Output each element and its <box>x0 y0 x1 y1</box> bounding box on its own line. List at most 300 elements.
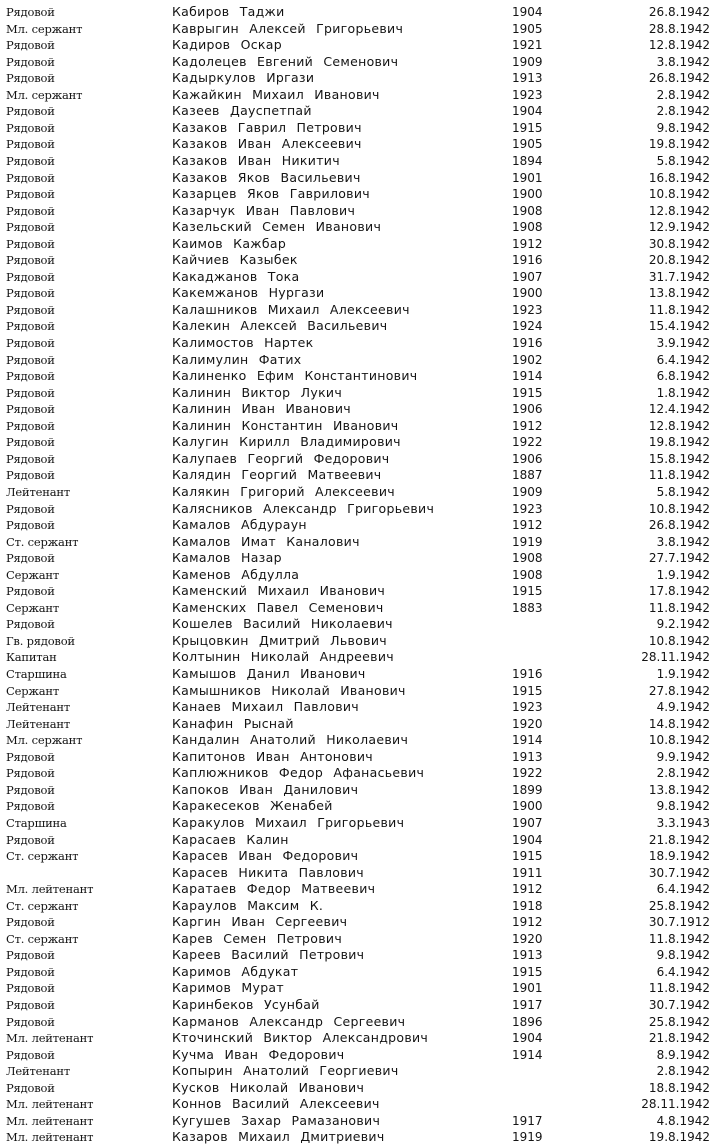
birth-year-cell: 1920 <box>512 716 543 731</box>
list-row <box>0 87 722 104</box>
list-row <box>0 517 722 534</box>
birth-year-cell: 1914 <box>512 733 543 748</box>
death-date-cell: 9.2.1942 <box>656 617 710 632</box>
rank-cell: Рядовой <box>6 451 55 466</box>
rank-cell: Рядовой <box>6 915 55 930</box>
rank-cell: Рядовой <box>6 5 55 19</box>
death-date-cell: 11.8.1942 <box>648 981 710 996</box>
rank-cell: Рядовой <box>6 137 55 152</box>
death-date-cell: 12.4.1942 <box>648 402 710 417</box>
name-cell: Казарцев Яков Гаврилович <box>172 186 370 202</box>
name-cell: Каврыгин Алексей Григорьевич <box>172 20 404 36</box>
list-row <box>0 385 722 402</box>
birth-year-cell: 1912 <box>512 915 543 930</box>
rank-cell: Рядовой <box>6 998 55 1012</box>
birth-year-cell: 1906 <box>512 402 543 417</box>
death-date-cell: 6.4.1942 <box>656 882 710 897</box>
birth-year-cell: 1916 <box>512 253 543 268</box>
rank-cell: Рядовой <box>6 501 55 516</box>
death-date-cell: 12.8.1942 <box>648 418 710 433</box>
rank-cell: Рядовой <box>6 1080 55 1095</box>
rank-cell: Лейтенант <box>6 700 70 715</box>
rank-cell: Рядовой <box>6 170 55 185</box>
rank-cell: Рядовой <box>6 617 55 632</box>
list-row <box>0 815 722 832</box>
birth-year-cell: 1900 <box>512 286 543 301</box>
name-cell: Калимулин Фатих <box>172 351 302 367</box>
list-row <box>0 37 722 54</box>
name-cell: Калинин Виктор Лукич <box>172 384 343 400</box>
list-row <box>0 120 722 137</box>
rank-cell: Рядовой <box>6 71 55 86</box>
rank-cell: Мл. лейтенант <box>6 882 94 897</box>
name-cell: Казарчук Иван Павлович <box>172 202 356 218</box>
list-row <box>0 716 722 733</box>
birth-year-cell: 1915 <box>512 120 543 135</box>
list-row <box>0 914 722 931</box>
rank-cell: Рядовой <box>6 187 55 202</box>
birth-year-cell: 1914 <box>512 369 543 384</box>
rank-cell: Рядовой <box>6 799 55 814</box>
rank-cell: Рядовой <box>6 120 55 135</box>
name-cell: Каракулов Михаил Григорьевич <box>172 814 405 830</box>
rank-cell: Мл. лейтенант <box>6 1113 94 1128</box>
rank-cell: Рядовой <box>6 981 55 996</box>
name-cell: Кабиров Таджи <box>172 4 285 19</box>
rank-cell: Лейтенант <box>6 1064 70 1079</box>
birth-year-cell: 1913 <box>512 71 543 86</box>
rank-cell: Рядовой <box>6 286 55 301</box>
list-row <box>0 600 722 617</box>
death-date-cell: 14.8.1942 <box>648 716 710 731</box>
list-row <box>0 318 722 335</box>
birth-year-cell: 1883 <box>512 600 543 615</box>
rank-cell: Рядовой <box>6 551 55 566</box>
death-date-cell: 18.9.1942 <box>648 849 710 864</box>
rank-cell: Рядовой <box>6 269 55 284</box>
birth-year-cell: 1912 <box>512 518 543 533</box>
list-row <box>0 550 722 567</box>
list-row <box>0 136 722 153</box>
death-date-cell: 30.7.1942 <box>648 998 710 1012</box>
list-row <box>0 964 722 981</box>
death-date-cell: 26.8.1942 <box>648 71 710 86</box>
list-row <box>0 335 722 352</box>
rank-cell: Рядовой <box>6 153 55 168</box>
name-cell: Каменов Абдулла <box>172 566 300 582</box>
rank-cell: Сержант <box>6 683 60 698</box>
name-cell: Капоков Иван Данилович <box>172 781 359 797</box>
birth-year-cell: 1904 <box>512 104 543 119</box>
rank-cell: Рядовой <box>6 236 55 251</box>
name-cell: Каракесеков Женабей <box>172 798 333 814</box>
rank-cell: Рядовой <box>6 584 55 599</box>
birth-year-cell: 1913 <box>512 749 543 764</box>
birth-year-cell: 1904 <box>512 1031 543 1046</box>
rank-cell: Мл. лейтенант <box>6 1031 94 1046</box>
name-cell: Калясников Александр Григорьевич <box>172 500 435 516</box>
list-row <box>0 881 722 898</box>
rank-cell: Рядовой <box>6 302 55 317</box>
death-date-cell: 30.7.1942 <box>648 865 710 880</box>
rank-cell: Рядовой <box>6 418 55 433</box>
name-cell: Калугин Кирилл Владимирович <box>172 434 401 450</box>
death-date-cell: 19.8.1942 <box>648 435 710 450</box>
birth-year-cell: 1920 <box>512 931 543 946</box>
birth-year-cell: 1919 <box>512 1130 543 1145</box>
name-cell: Каримов Абдукат <box>172 963 299 979</box>
rank-cell: Мл. лейтенант <box>6 1130 94 1145</box>
death-date-cell: 26.8.1942 <box>648 5 710 19</box>
name-cell: Кажайкин Михаил Иванович <box>172 86 380 102</box>
birth-year-cell: 1887 <box>512 468 543 483</box>
rank-cell: Гв. рядовой <box>6 633 75 648</box>
death-date-cell: 13.8.1942 <box>648 782 710 797</box>
birth-year-cell: 1913 <box>512 948 543 963</box>
rank-cell: Рядовой <box>6 518 55 533</box>
rank-cell: Рядовой <box>6 104 55 119</box>
rank-cell: Старшина <box>6 815 67 830</box>
name-cell: Камалов Имат Каналович <box>172 533 360 549</box>
rank-cell: Рядовой <box>6 402 55 417</box>
rank-cell: Рядовой <box>6 749 55 764</box>
list-row <box>0 501 722 518</box>
name-cell: Карасев Никита Павлович <box>172 864 364 880</box>
death-date-cell: 11.8.1942 <box>648 468 710 483</box>
birth-year-cell: 1896 <box>512 1014 543 1029</box>
name-cell: Калиненко Ефим Константинович <box>172 368 418 384</box>
list-row <box>0 616 722 633</box>
death-date-cell: 6.4.1942 <box>656 352 710 367</box>
death-date-cell: 10.8.1942 <box>648 733 710 748</box>
birth-year-cell: 1912 <box>512 418 543 433</box>
death-date-cell: 4.9.1942 <box>656 700 710 715</box>
rank-cell: Ст. сержант <box>6 931 79 946</box>
birth-year-cell: 1915 <box>512 385 543 400</box>
birth-year-cell: 1908 <box>512 220 543 235</box>
rank-cell: Рядовой <box>6 385 55 400</box>
name-cell: Карев Семен Петрович <box>172 930 343 946</box>
birth-year-cell: 1908 <box>512 551 543 566</box>
birth-year-cell: 1915 <box>512 849 543 864</box>
list-row <box>0 1113 722 1130</box>
rank-cell: Мл. сержант <box>6 21 83 36</box>
name-cell: Колтынин Николай Андреевич <box>172 649 394 665</box>
death-date-cell: 31.7.1942 <box>648 269 710 284</box>
birth-year-cell: 1915 <box>512 683 543 698</box>
list-row <box>0 70 722 87</box>
name-cell: Крыцовкин Дмитрий Львович <box>172 632 387 648</box>
rank-cell: Рядовой <box>6 964 55 979</box>
name-cell: Кандалин Анатолий Николаевич <box>172 732 409 748</box>
list-row <box>0 1047 722 1064</box>
birth-year-cell: 1912 <box>512 236 543 251</box>
name-cell: Канафин Рыснай <box>172 715 294 731</box>
name-cell: Какемжанов Нургази <box>172 285 325 301</box>
name-cell: Кучма Иван Федорович <box>172 1046 345 1062</box>
list-row <box>0 848 722 865</box>
death-date-cell: 28.8.1942 <box>648 21 710 36</box>
list-row <box>0 980 722 997</box>
list-row <box>0 285 722 302</box>
death-date-cell: 6.8.1942 <box>656 369 710 384</box>
birth-year-cell: 1908 <box>512 203 543 218</box>
list-row <box>0 434 722 451</box>
rank-cell: Мл. сержант <box>6 87 83 102</box>
rank-cell: Рядовой <box>6 948 55 963</box>
list-row <box>0 54 722 71</box>
birth-year-cell: 1923 <box>512 87 543 102</box>
rank-cell: Рядовой <box>6 766 55 781</box>
rank-cell: Рядовой <box>6 435 55 450</box>
death-date-cell: 25.8.1942 <box>648 1014 710 1029</box>
death-date-cell: 2.8.1942 <box>656 87 710 102</box>
name-cell: Калинин Иван Иванович <box>172 401 351 417</box>
death-date-cell: 2.8.1942 <box>656 104 710 119</box>
name-cell: Калимостов Нартек <box>172 335 314 350</box>
name-cell: Канаев Михаил Павлович <box>172 699 359 715</box>
rank-cell: Рядовой <box>6 203 55 218</box>
birth-year-cell: 1923 <box>512 302 543 317</box>
list-row <box>0 219 722 236</box>
rank-cell: Рядовой <box>6 1014 55 1029</box>
list-row <box>0 649 722 666</box>
birth-year-cell: 1900 <box>512 187 543 202</box>
death-date-cell: 12.9.1942 <box>648 220 710 235</box>
death-date-cell: 28.11.1942 <box>641 1097 710 1112</box>
birth-year-cell: 1912 <box>512 882 543 897</box>
name-cell: Каменский Михаил Иванович <box>172 583 386 599</box>
death-date-cell: 15.8.1942 <box>648 451 710 466</box>
birth-year-cell: 1916 <box>512 667 543 681</box>
name-cell: Калекин Алексей Васильевич <box>172 318 388 334</box>
list-row <box>0 451 722 468</box>
name-cell: Каплюжников Федор Афанасьевич <box>172 765 425 781</box>
name-cell: Казельский Семен Иванович <box>172 219 382 235</box>
birth-year-cell: 1915 <box>512 584 543 599</box>
list-row <box>0 865 722 882</box>
death-date-cell: 6.4.1942 <box>656 964 710 979</box>
list-row <box>0 1096 722 1113</box>
death-date-cell: 18.8.1942 <box>648 1080 710 1095</box>
list-row <box>0 153 722 170</box>
list-row <box>0 302 722 319</box>
name-cell: Каратаев Федор Матвеевич <box>172 881 376 897</box>
name-cell: Каримов Мурат <box>172 980 284 996</box>
birth-year-cell: 1915 <box>512 964 543 979</box>
rank-cell: Сержант <box>6 600 60 615</box>
birth-year-cell: 1916 <box>512 336 543 350</box>
rank-cell: Рядовой <box>6 253 55 268</box>
name-cell: Коннов Василий Алексеевич <box>172 1096 380 1112</box>
death-date-cell: 25.8.1942 <box>648 898 710 913</box>
birth-year-cell: 1907 <box>512 815 543 830</box>
rank-cell: Рядовой <box>6 336 55 350</box>
list-row <box>0 732 722 749</box>
birth-year-cell: 1894 <box>512 153 543 168</box>
list-row <box>0 832 722 849</box>
death-date-cell: 21.8.1942 <box>648 1031 710 1046</box>
list-row <box>0 666 722 683</box>
birth-year-cell: 1911 <box>512 865 543 880</box>
death-date-cell: 1.9.1942 <box>656 667 710 681</box>
name-cell: Кусков Николай Иванович <box>172 1079 365 1095</box>
rank-cell: Рядовой <box>6 220 55 235</box>
list-row <box>0 782 722 799</box>
name-cell: Казаров Михаил Дмитриевич <box>172 1129 385 1145</box>
name-cell: Калашников Михаил Алексеевич <box>172 301 410 317</box>
list-row <box>0 170 722 187</box>
death-date-cell: 13.8.1942 <box>648 286 710 301</box>
death-date-cell: 1.8.1942 <box>656 385 710 400</box>
birth-year-cell: 1917 <box>512 998 543 1012</box>
list-row <box>0 1014 722 1031</box>
list-row <box>0 21 722 38</box>
list-row <box>0 401 722 418</box>
name-cell: Каимов Кажбар <box>172 235 287 251</box>
death-date-cell: 2.8.1942 <box>656 1064 710 1079</box>
birth-year-cell: 1919 <box>512 534 543 549</box>
death-date-cell: 11.8.1942 <box>648 302 710 317</box>
name-cell: Казаков Иван Алексеевич <box>172 136 362 152</box>
rank-cell: Сержант <box>6 567 60 582</box>
rank-cell: Рядовой <box>6 782 55 797</box>
name-cell: Кадолецев Евгений Семенович <box>172 53 399 69</box>
birth-year-cell: 1906 <box>512 451 543 466</box>
list-row <box>0 749 722 766</box>
death-date-cell: 20.8.1942 <box>648 253 710 268</box>
death-date-cell: 9.9.1942 <box>656 749 710 764</box>
death-date-cell: 5.8.1942 <box>656 153 710 168</box>
list-row <box>0 1063 722 1080</box>
name-cell: Казаков Иван Никитич <box>172 152 340 168</box>
birth-year-cell: 1924 <box>512 319 543 334</box>
birth-year-cell: 1923 <box>512 501 543 516</box>
birth-year-cell: 1907 <box>512 269 543 284</box>
birth-year-cell: 1909 <box>512 54 543 69</box>
death-date-cell: 10.8.1942 <box>648 633 710 648</box>
name-cell: Каменских Павел Семенович <box>172 599 384 615</box>
list-row <box>0 947 722 964</box>
birth-year-cell: 1917 <box>512 1113 543 1128</box>
rank-cell: Лейтенант <box>6 716 70 731</box>
death-date-cell: 27.7.1942 <box>648 551 710 566</box>
birth-year-cell: 1921 <box>512 38 543 53</box>
death-date-cell: 9.8.1942 <box>656 120 710 135</box>
list-row <box>0 103 722 120</box>
list-row <box>0 467 722 484</box>
list-row <box>0 1030 722 1047</box>
list-row <box>0 4 722 21</box>
birth-year-cell: 1899 <box>512 782 543 797</box>
list-row <box>0 236 722 253</box>
name-cell: Караулов Максим К. <box>172 897 324 913</box>
death-date-cell: 21.8.1942 <box>648 832 710 847</box>
list-row <box>0 765 722 782</box>
birth-year-cell: 1922 <box>512 435 543 450</box>
rank-cell: Капитан <box>6 650 57 665</box>
rank-cell: Рядовой <box>6 352 55 367</box>
death-date-cell: 17.8.1942 <box>648 584 710 599</box>
list-row <box>0 699 722 716</box>
name-cell: Копырин Анатолий Георгиевич <box>172 1063 399 1079</box>
list-row <box>0 186 722 203</box>
list-row <box>0 484 722 501</box>
name-cell: Камалов Абдураун <box>172 517 307 533</box>
death-date-cell: 1.9.1942 <box>656 567 710 582</box>
birth-year-cell: 1902 <box>512 352 543 367</box>
death-date-cell: 30.7.1912 <box>648 915 710 930</box>
birth-year-cell: 1908 <box>512 567 543 582</box>
list-row <box>0 798 722 815</box>
rank-cell: Рядовой <box>6 38 55 53</box>
death-date-cell: 3.3.1943 <box>656 815 710 830</box>
name-cell: Калядин Георгий Матвеевич <box>172 467 382 483</box>
name-cell: Кареев Василий Петрович <box>172 947 365 963</box>
death-date-cell: 4.8.1942 <box>656 1113 710 1128</box>
rank-cell: Рядовой <box>6 319 55 334</box>
death-date-cell: 3.9.1942 <box>656 336 710 350</box>
list-row <box>0 252 722 269</box>
list-row <box>0 931 722 948</box>
list-row <box>0 567 722 584</box>
death-date-cell: 12.8.1942 <box>648 38 710 53</box>
rank-cell: Рядовой <box>6 832 55 847</box>
death-date-cell: 3.8.1942 <box>656 534 710 549</box>
name-cell: Кадиров Оскар <box>172 37 282 53</box>
name-cell: Каринбеков Усунбай <box>172 997 320 1012</box>
name-cell: Калупаев Георгий Федорович <box>172 450 390 466</box>
name-cell: Казеев Дауспетпай <box>172 103 312 119</box>
birth-year-cell: 1918 <box>512 898 543 913</box>
rank-cell: Ст. сержант <box>6 534 79 549</box>
name-cell: Карманов Александр Сергеевич <box>172 1013 406 1029</box>
death-date-cell: 27.8.1942 <box>648 683 710 698</box>
name-cell: Капитонов Иван Антонович <box>172 748 373 764</box>
rank-cell: Рядовой <box>6 54 55 69</box>
name-cell: Камышов Данил Иванович <box>172 666 366 681</box>
list-row <box>0 269 722 286</box>
death-date-cell: 19.8.1942 <box>648 137 710 152</box>
name-cell: Камалов Назар <box>172 550 282 566</box>
list-row <box>0 203 722 220</box>
birth-year-cell: 1922 <box>512 766 543 781</box>
name-cell: Казаков Гаврил Петрович <box>172 119 362 135</box>
list-row <box>0 352 722 369</box>
list-row <box>0 583 722 600</box>
name-cell: Кошелев Василий Николаевич <box>172 616 393 632</box>
name-cell: Камышников Николай Иванович <box>172 682 406 698</box>
list-row <box>0 633 722 650</box>
rank-cell: Рядовой <box>6 468 55 483</box>
death-date-cell: 10.8.1942 <box>648 187 710 202</box>
name-cell: Карасев Иван Федорович <box>172 848 359 864</box>
list-row <box>0 898 722 915</box>
rank-cell: Старшина <box>6 667 67 681</box>
rank-cell: Рядовой <box>6 369 55 384</box>
death-date-cell: 9.8.1942 <box>656 799 710 814</box>
death-date-cell: 11.8.1942 <box>648 600 710 615</box>
birth-year-cell: 1905 <box>512 21 543 36</box>
name-cell: Калинин Константин Иванович <box>172 417 399 433</box>
birth-year-cell: 1923 <box>512 700 543 715</box>
rank-cell: Мл. сержант <box>6 733 83 748</box>
death-date-cell: 15.4.1942 <box>648 319 710 334</box>
rank-cell: Рядовой <box>6 1047 55 1062</box>
list-row <box>0 997 722 1014</box>
birth-year-cell: 1905 <box>512 137 543 152</box>
rank-cell: Ст. сержант <box>6 849 79 864</box>
